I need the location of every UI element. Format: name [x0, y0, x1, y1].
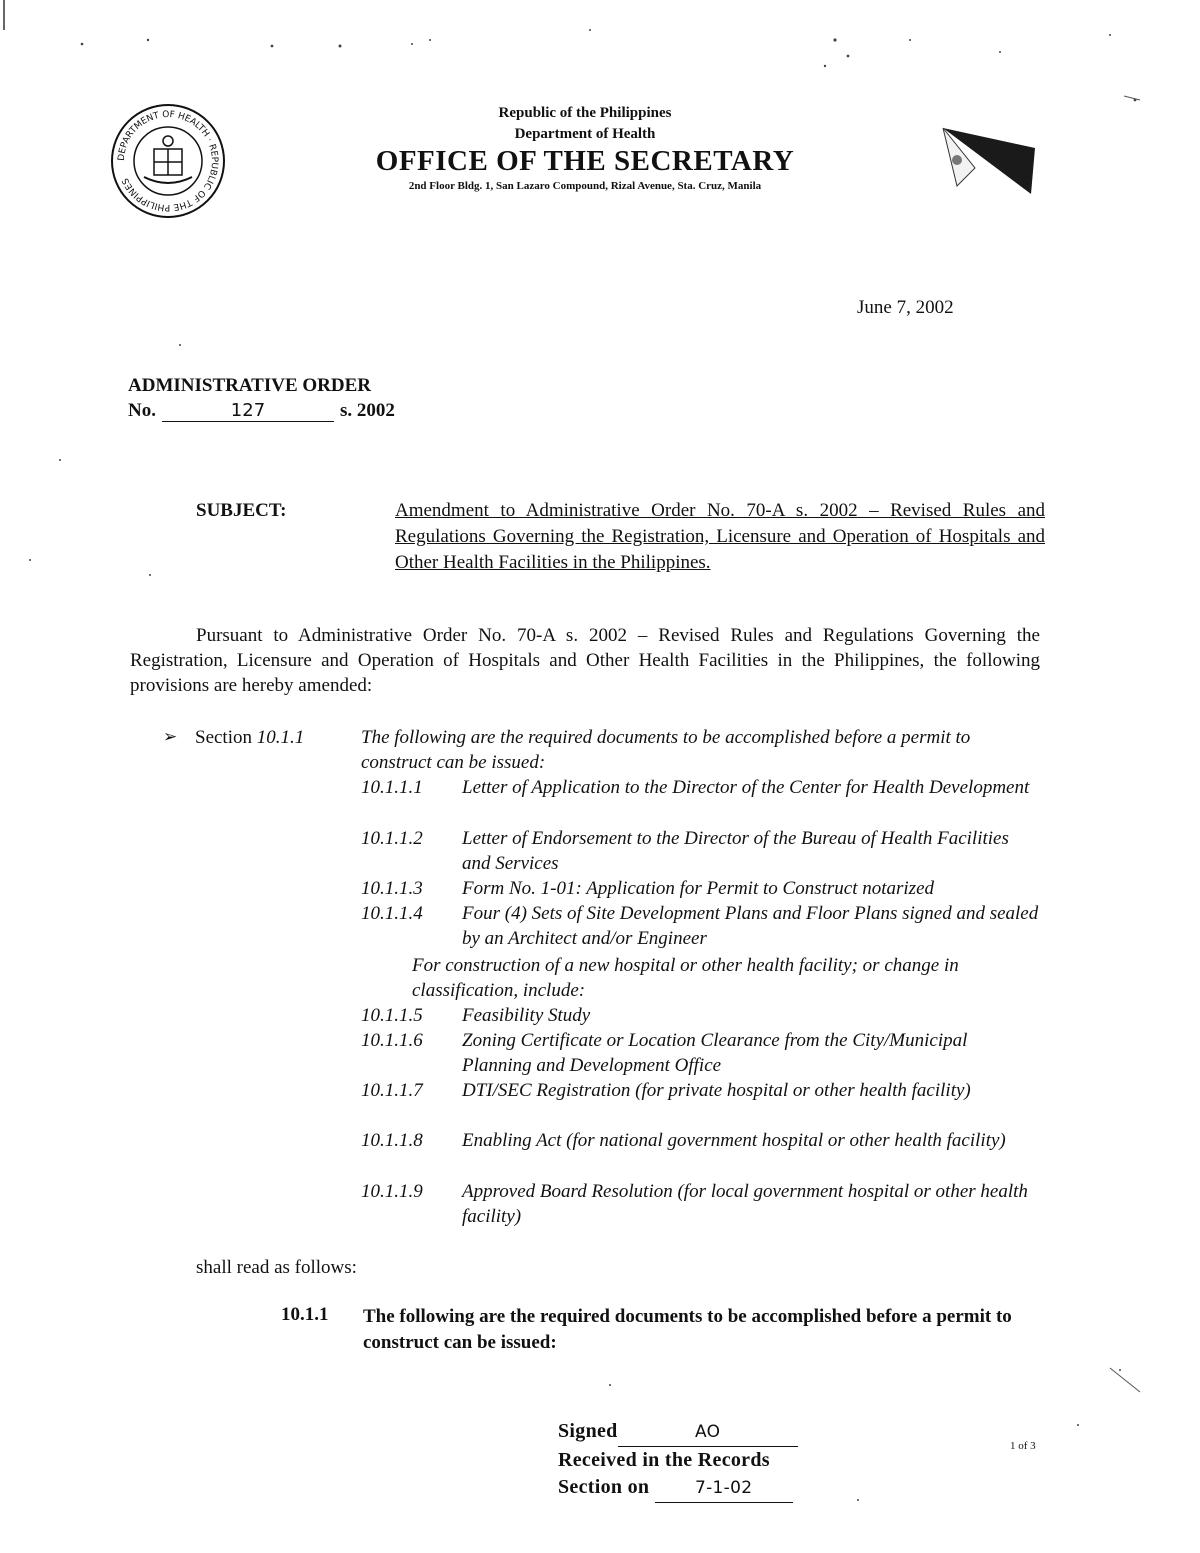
stamp-signed-label: Signed	[558, 1420, 618, 1442]
list-item	[361, 775, 1041, 800]
construction-note: For construction of a new hospital or other health facility; or change in classification, include:	[412, 955, 959, 1001]
list-item	[361, 1078, 1041, 1103]
stamp-received-label: Received in the Records	[558, 1449, 770, 1471]
stamp-section-date: 7-1-02	[655, 1475, 793, 1503]
doh-seal-logo	[110, 103, 226, 219]
item-text: Zoning Certificate or Location Clearance from the City/Municipal Planning and Development Office	[462, 1030, 968, 1076]
order-title: ADMINISTRATIVE ORDER	[128, 375, 371, 396]
records-stamp	[558, 1418, 828, 1503]
item-text: Form No. 1-01: Application for Permit to Construct notarized	[462, 878, 935, 899]
order-number: 127	[162, 400, 334, 422]
order-number-line	[128, 400, 395, 422]
order-series: s. 2002	[339, 400, 395, 421]
header-office: OFFICE OF THE SECRETARY	[375, 145, 795, 177]
item-text: Approved Board Resolution (for local government hospital or other health facility)	[462, 1181, 1028, 1227]
item-number: 10.1.1.2	[361, 828, 423, 849]
list-item	[361, 826, 1041, 876]
list-item	[361, 1179, 1041, 1229]
item-number: 10.1.1.7	[361, 1080, 423, 1101]
item-text: Enabling Act (for national government hospital or other health facility)	[462, 1130, 1006, 1151]
document-date: June 7, 2002	[857, 297, 954, 318]
amended-section-number: 10.1.1	[281, 1304, 329, 1325]
item-text: Letter of Endorsement to the Director of the Bureau of Health Facilities and Services	[462, 828, 1009, 874]
seal-text: DEPARTMENT OF HEALTH · REPUBLIC OF THE PHILIPPINES	[116, 109, 220, 213]
shall-read-text: shall read as follows:	[196, 1257, 357, 1278]
list-item	[361, 1128, 1041, 1153]
item-number: 10.1.1.3	[361, 878, 423, 899]
section-intro: The following are the required documents to be accomplished before a permit to construct can be issued:	[361, 727, 971, 773]
arrow-bullet-icon: ➢	[163, 727, 178, 746]
section-number: 10.1.1	[256, 727, 305, 748]
amended-section-text: The following are the required documents to be accomplished before a permit to construct can be issued:	[363, 1306, 1012, 1353]
stamp-signed-value: AO	[618, 1419, 798, 1447]
header-address: 2nd Floor Bldg. 1, San Lazaro Compound, Rizal Avenue, Sta. Cruz, Manila	[408, 180, 762, 192]
section-label: Section	[195, 727, 252, 748]
item-number: 10.1.1.8	[361, 1130, 423, 1151]
item-number: 10.1.1.1	[361, 777, 423, 798]
item-number: 10.1.1.9	[361, 1181, 423, 1202]
order-number-label: No.	[128, 400, 156, 421]
header-republic: Republic of the Philippines	[498, 105, 672, 121]
item-text: Feasibility Study	[462, 1005, 591, 1026]
item-number: 10.1.1.6	[361, 1030, 423, 1051]
list-item	[361, 1003, 1041, 1028]
section-heading	[195, 727, 304, 749]
stamp-section-label: Section on	[558, 1476, 650, 1498]
stamp-signed-row	[558, 1418, 828, 1447]
philippine-flag-icon	[935, 120, 1040, 200]
item-number: 10.1.1.4	[361, 903, 423, 924]
list-item	[361, 876, 1041, 901]
item-text: Letter of Application to the Director of the Center for Health Development	[462, 777, 1030, 798]
stamp-section-row	[558, 1474, 828, 1503]
list-item	[361, 1028, 1041, 1078]
subject-label: SUBJECT:	[196, 500, 287, 521]
item-number: 10.1.1.5	[361, 1005, 423, 1026]
item-text: Four (4) Sets of Site Development Plans and Floor Plans signed and sealed by an Architect and/or Engineer	[462, 903, 1039, 949]
subject-text: Amendment to Administrative Order No. 70-A s. 2002 – Revised Rules and Regulations Governing the Registration, Licensure and Operation of Hospitals and Other Health Facilities in the Philippines.	[395, 500, 1045, 573]
intro-paragraph: Pursuant to Administrative Order No. 70-A s. 2002 – Revised Rules and Regulations Governing the Registration, Licensure and Operation of Hospitals and Other Health Facilities in the Philippines, the following provisions are hereby amended:	[130, 625, 1040, 696]
list-item	[361, 901, 1041, 951]
page-number: 1 of 3	[1010, 1440, 1036, 1452]
header-department: Department of Health	[514, 126, 656, 142]
item-text: DTI/SEC Registration (for private hospital or other health facility)	[462, 1080, 971, 1101]
